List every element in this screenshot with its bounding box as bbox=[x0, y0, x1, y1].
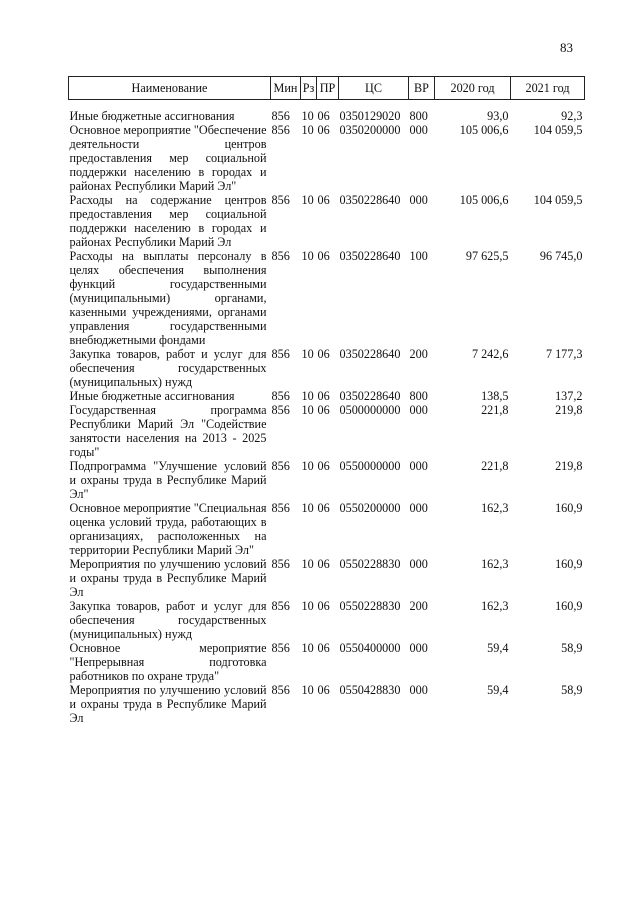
row-rz: 10 bbox=[301, 459, 314, 473]
header-min: Мин bbox=[271, 77, 301, 100]
row-name: Основное мероприятие "Специальная оценка условий труда, работающих в организациях, расположенных на территории Республики Марий Эл" bbox=[69, 501, 267, 557]
row-min: 856 bbox=[271, 347, 290, 361]
row-vr: 000 bbox=[409, 683, 428, 697]
budget-table bbox=[68, 76, 585, 725]
header-rz: Рз bbox=[301, 77, 317, 100]
table-row bbox=[69, 347, 585, 389]
row-amount-2021: 58,9 bbox=[561, 683, 583, 697]
row-name: Иные бюджетные ассигнования bbox=[69, 389, 235, 403]
row-rz: 10 bbox=[301, 557, 314, 571]
row-vr: 000 bbox=[409, 501, 428, 515]
table-row bbox=[69, 249, 585, 347]
row-pr: 06 bbox=[317, 109, 330, 123]
row-cs: 0350228640 bbox=[339, 389, 401, 403]
row-amount-2021: 104 059,5 bbox=[533, 193, 583, 207]
table-row bbox=[69, 557, 585, 599]
row-amount-2021: 219,8 bbox=[555, 459, 583, 473]
row-amount-2021: 160,9 bbox=[555, 599, 583, 613]
row-rz: 10 bbox=[301, 123, 314, 137]
row-pr: 06 bbox=[317, 403, 330, 417]
table-row bbox=[69, 109, 585, 123]
row-name: Основное мероприятие "Непрерывная подготовка работников по охране труда" bbox=[69, 641, 267, 683]
row-vr: 800 bbox=[409, 389, 428, 403]
row-amount-2021: 7 177,3 bbox=[545, 347, 583, 361]
row-min: 856 bbox=[271, 193, 290, 207]
row-amount-2020: 221,8 bbox=[481, 459, 509, 473]
row-vr: 800 bbox=[409, 109, 428, 123]
row-min: 856 bbox=[271, 123, 290, 137]
row-vr: 000 bbox=[409, 123, 428, 137]
row-amount-2020: 138,5 bbox=[481, 389, 509, 403]
row-rz: 10 bbox=[301, 683, 314, 697]
row-cs: 0550228830 bbox=[339, 557, 401, 571]
row-vr: 000 bbox=[409, 641, 428, 655]
row-amount-2020: 59,4 bbox=[487, 641, 509, 655]
header-name: Наименование bbox=[69, 77, 271, 100]
row-cs: 0350129020 bbox=[339, 109, 401, 123]
table-row bbox=[69, 403, 585, 459]
row-min: 856 bbox=[271, 389, 290, 403]
row-cs: 0350200000 bbox=[339, 123, 401, 137]
row-pr: 06 bbox=[317, 557, 330, 571]
table-row bbox=[69, 459, 585, 501]
row-amount-2021: 160,9 bbox=[555, 557, 583, 571]
row-vr: 000 bbox=[409, 557, 428, 571]
table-row bbox=[69, 641, 585, 683]
row-min: 856 bbox=[271, 641, 290, 655]
row-amount-2020: 93,0 bbox=[487, 109, 509, 123]
row-rz: 10 bbox=[301, 347, 314, 361]
header-pr: ПР bbox=[317, 77, 339, 100]
row-min: 856 bbox=[271, 459, 290, 473]
row-cs: 0350228640 bbox=[339, 249, 401, 263]
row-pr: 06 bbox=[317, 249, 330, 263]
row-name: Основное мероприятие "Обеспечение деятельности центров предоставления мер социальной поддержки населению в городах и районах Республики Марий Эл" bbox=[69, 123, 267, 193]
row-amount-2021: 92,3 bbox=[561, 109, 583, 123]
row-amount-2021: 58,9 bbox=[561, 641, 583, 655]
row-amount-2021: 219,8 bbox=[555, 403, 583, 417]
row-vr: 000 bbox=[409, 403, 428, 417]
row-pr: 06 bbox=[317, 347, 330, 361]
row-cs: 0350228640 bbox=[339, 347, 401, 361]
row-rz: 10 bbox=[301, 501, 314, 515]
table-row bbox=[69, 193, 585, 249]
row-rz: 10 bbox=[301, 389, 314, 403]
row-name: Расходы на содержание центров предоставления мер социальной поддержки населению в городах и районах Республики Марий Эл bbox=[69, 193, 267, 249]
row-name: Расходы на выплаты персоналу в целях обеспечения выполнения функций государственными (муниципальными) органами, казенными учреждениями, органами управления государственными внебюджетными фондами bbox=[69, 249, 267, 347]
row-amount-2020: 162,3 bbox=[481, 557, 509, 571]
row-rz: 10 bbox=[301, 403, 314, 417]
row-amount-2021: 137,2 bbox=[555, 389, 583, 403]
table-row bbox=[69, 123, 585, 193]
row-vr: 000 bbox=[409, 193, 428, 207]
row-name: Закупка товаров, работ и услуг для обеспечения государственных (муниципальных) нужд bbox=[69, 599, 267, 641]
row-amount-2021: 104 059,5 bbox=[533, 123, 583, 137]
row-amount-2020: 7 242,6 bbox=[471, 347, 509, 361]
row-min: 856 bbox=[271, 599, 290, 613]
page-number: 83 bbox=[560, 40, 573, 55]
row-rz: 10 bbox=[301, 193, 314, 207]
header-vr: ВР bbox=[409, 77, 435, 100]
row-pr: 06 bbox=[317, 123, 330, 137]
row-pr: 06 bbox=[317, 193, 330, 207]
row-name: Иные бюджетные ассигнования bbox=[69, 109, 235, 123]
table-row bbox=[69, 501, 585, 557]
row-amount-2020: 105 006,6 bbox=[459, 193, 509, 207]
row-cs: 0550000000 bbox=[339, 459, 401, 473]
table-row bbox=[69, 599, 585, 641]
row-amount-2021: 160,9 bbox=[555, 501, 583, 515]
row-amount-2020: 162,3 bbox=[481, 599, 509, 613]
row-cs: 0550200000 bbox=[339, 501, 401, 515]
row-vr: 000 bbox=[409, 459, 428, 473]
header-2020: 2020 год bbox=[435, 77, 511, 100]
row-amount-2020: 221,8 bbox=[481, 403, 509, 417]
row-min: 856 bbox=[271, 557, 290, 571]
table-row bbox=[69, 683, 585, 725]
row-pr: 06 bbox=[317, 641, 330, 655]
row-cs: 0550428830 bbox=[339, 683, 401, 697]
row-vr: 200 bbox=[409, 347, 428, 361]
row-rz: 10 bbox=[301, 599, 314, 613]
row-cs: 0500000000 bbox=[339, 403, 401, 417]
row-min: 856 bbox=[271, 403, 290, 417]
row-pr: 06 bbox=[317, 459, 330, 473]
row-pr: 06 bbox=[317, 683, 330, 697]
header-2021: 2021 год bbox=[511, 77, 585, 100]
table-body bbox=[69, 109, 585, 725]
row-amount-2020: 105 006,6 bbox=[459, 123, 509, 137]
row-amount-2020: 97 625,5 bbox=[465, 249, 509, 263]
row-amount-2020: 59,4 bbox=[487, 683, 509, 697]
row-name: Государственная программа Республики Марий Эл "Содействие занятости населения на 2013 - 2025 годы" bbox=[69, 403, 267, 459]
row-min: 856 bbox=[271, 683, 290, 697]
row-pr: 06 bbox=[317, 501, 330, 515]
header-cs: ЦС bbox=[339, 77, 409, 100]
row-name: Подпрограмма "Улучшение условий и охраны труда в Республике Марий Эл" bbox=[69, 459, 267, 501]
row-pr: 06 bbox=[317, 599, 330, 613]
row-cs: 0550228830 bbox=[339, 599, 401, 613]
row-rz: 10 bbox=[301, 249, 314, 263]
row-pr: 06 bbox=[317, 389, 330, 403]
row-vr: 200 bbox=[409, 599, 428, 613]
row-rz: 10 bbox=[301, 641, 314, 655]
row-cs: 0550400000 bbox=[339, 641, 401, 655]
row-rz: 10 bbox=[301, 109, 314, 123]
row-amount-2020: 162,3 bbox=[481, 501, 509, 515]
row-name: Закупка товаров, работ и услуг для обеспечения государственных (муниципальных) нужд bbox=[69, 347, 267, 389]
row-vr: 100 bbox=[409, 249, 428, 263]
row-min: 856 bbox=[271, 109, 290, 123]
row-name: Мероприятия по улучшению условий и охраны труда в Республике Марий Эл bbox=[69, 557, 267, 599]
row-cs: 0350228640 bbox=[339, 193, 401, 207]
table-row bbox=[69, 389, 585, 403]
row-min: 856 bbox=[271, 501, 290, 515]
row-name: Мероприятия по улучшению условий и охраны труда в Республике Марий Эл bbox=[69, 683, 267, 725]
table-header bbox=[69, 77, 585, 110]
row-amount-2021: 96 745,0 bbox=[539, 249, 583, 263]
row-min: 856 bbox=[271, 249, 290, 263]
